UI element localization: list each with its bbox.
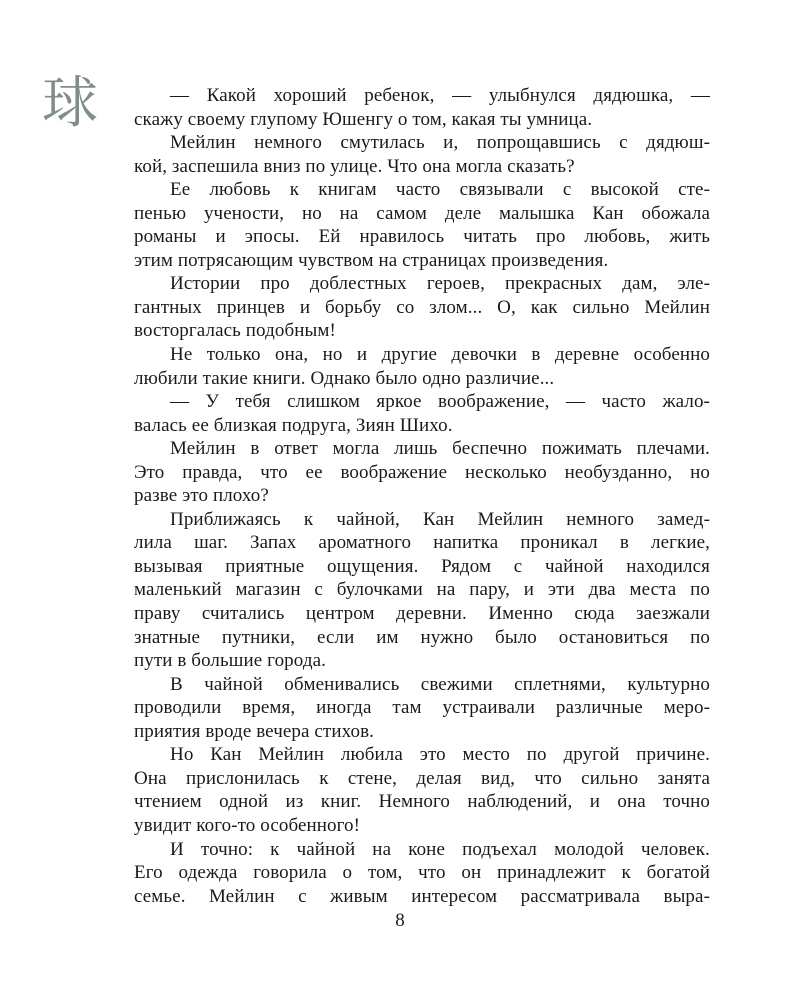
text-line: Истории про доблестных героев, прекрасных дам, эле- [170, 273, 710, 295]
text-line: семье. Мейлин с живым интересом рассматривала выра- [134, 885, 710, 907]
text-line: пенью учености, но на самом деле малышка Кан обожала [134, 202, 710, 224]
text-line: лила шаг. Запах ароматного напитка проникал в легкие, [134, 532, 710, 554]
page-number: 8 [395, 910, 405, 931]
text-line: И точно: к чайной на коне подъехал молодой человек. [170, 838, 710, 860]
text-line: Его одежда говорила о том, что он принадлежит к богатой [134, 862, 710, 884]
text-line: увидит кого-то особенного! [134, 814, 361, 836]
text-line: кой, заспешила вниз по улице. Что она могла сказать? [134, 155, 575, 177]
body-text [134, 84, 710, 908]
text-line: праву считались центром деревни. Именно сюда заезжали [134, 603, 710, 625]
text-line: романы и эпосы. Ей нравилось читать про любовь, жить [134, 226, 710, 248]
text-line: скажу своему глупому Юшенгу о том, какая ты умница. [134, 108, 593, 130]
text-line: В чайной обменивались свежими сплетнями, культурно [170, 673, 710, 695]
text-line: маленький магазин с булочками на пару, и эти два места по [134, 579, 710, 601]
text-line: — У тебя слишком яркое воображение, — часто жало- [170, 391, 710, 413]
text-line: Но Кан Мейлин любила это место по другой причине. [170, 744, 710, 766]
text-line: любили такие книги. Однако было одно различие... [134, 367, 555, 389]
text-line: приятия вроде вечера стихов. [134, 720, 375, 742]
text-line: Это правда, что ее воображение несколько необузданно, но [134, 461, 710, 483]
text-line: Ее любовь к книгам часто связывали с высокой сте- [170, 179, 710, 201]
text-line: этим потрясающим чувством на страницах произведения. [134, 249, 609, 271]
text-line: — Какой хороший ребенок, — улыбнулся дядюшка, — [170, 85, 710, 106]
text-line: восторгалась подобным! [134, 320, 336, 342]
text-line: Приближаясь к чайной, Кан Мейлин немного замед- [170, 508, 710, 530]
text-line: проводили время, иногда там устраивали различные меро- [134, 697, 710, 719]
chapter-glyph-ornament: 球 [42, 71, 98, 136]
text-line: гантных принцев и борьбу со злом... О, как сильно Мейлин [134, 296, 710, 318]
text-line: вызывая приятные ощущения. Рядом с чайной находился [134, 555, 710, 577]
text-line: знатные путники, если им нужно было остановиться по [134, 626, 710, 648]
text-line: чтением одной из книг. Немного наблюдений, и она точно [134, 791, 710, 813]
text-line: Мейлин в ответ могла лишь беспечно пожимать плечами. [170, 438, 710, 460]
text-line: валась ее близкая подруга, Зиян Шихо. [134, 414, 453, 436]
text-line: разве это плохо? [134, 485, 269, 507]
text-line: Она прислонилась к стене, делая вид, что сильно занята [134, 767, 710, 789]
text-line: пути в большие города. [134, 650, 326, 672]
text-line: Не только она, но и другие девочки в деревне особенно [170, 344, 710, 366]
text-line: Мейлин немного смутилась и, попрощавшись с дядюш- [170, 132, 710, 154]
